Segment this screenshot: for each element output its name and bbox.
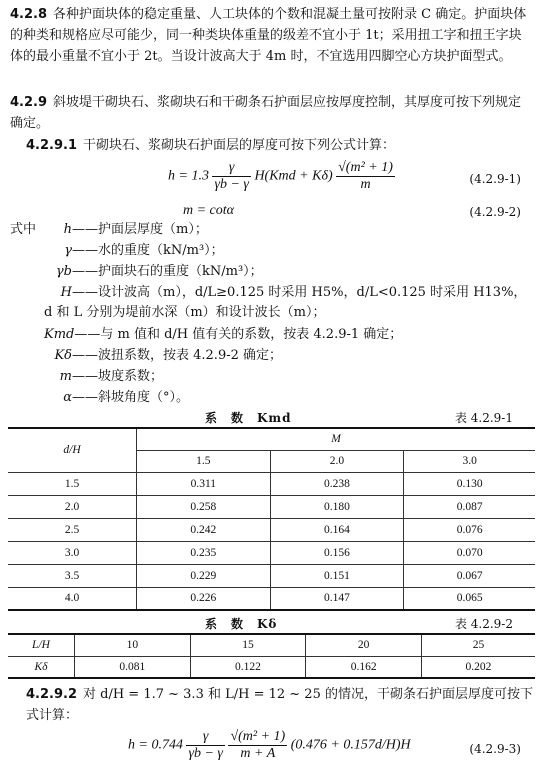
eq1-fraction2 — [336, 160, 395, 193]
table-row — [8, 541, 535, 564]
symbol: H — [60, 285, 72, 300]
section-text: 对 d/H = 1.7 ~ 3.3 和 L/H = 12 ~ 25 的情况，干砌条石护面层厚度可按下式计算： — [26, 687, 533, 723]
symbol-description: ——与 m 值和 d/H 值有关的系数，按表 4.2.9-1 确定； — [74, 327, 403, 342]
table2-row-kdelta — [8, 656, 535, 678]
table1-dh-cell: 3.5 — [8, 564, 137, 587]
symbol-definition — [44, 220, 533, 240]
section-4-2-9-2 — [26, 684, 533, 726]
table2-row-lh — [8, 634, 535, 656]
table2-row1-label: L/H — [8, 634, 75, 656]
table1-column-header: 2.0 — [270, 450, 404, 472]
table1-dh-cell: 3.0 — [8, 541, 137, 564]
table1-value-cell: 0.238 — [270, 472, 404, 495]
symbol: m — [59, 369, 72, 384]
table1-value-cell: 0.147 — [270, 587, 404, 610]
eq1-denominator2: m — [360, 177, 371, 192]
table1-col-group: M — [137, 428, 536, 450]
eq3-fraction2 — [228, 729, 287, 762]
table1-value-cell: 0.087 — [404, 495, 535, 518]
section-4-2-9-1 — [26, 135, 533, 156]
symbol-description: ——护面层厚度（m）； — [72, 222, 208, 237]
table1-value-cell: 0.156 — [270, 541, 404, 564]
table2-number: 表 4.2.9-2 — [454, 617, 513, 631]
table1-value-cell: 0.151 — [270, 564, 404, 587]
table1-value-cell: 0.067 — [404, 564, 535, 587]
equation-number: (4.2.9-1) — [469, 172, 521, 186]
eq3-numerator: γ — [186, 729, 224, 746]
symbol: γb — [55, 264, 72, 279]
table1-column-header: 3.0 — [404, 450, 535, 472]
table-row — [8, 472, 535, 495]
equation-number: (4.2.9-3) — [469, 742, 521, 756]
eq1-denominator: γb − γ — [214, 177, 249, 192]
equation-4-2-9-2: m = cotα — [183, 203, 235, 218]
symbol-definition — [44, 262, 533, 282]
table1-column-header: 1.5 — [137, 450, 271, 472]
symbol: Kmd — [44, 327, 75, 342]
table1-value-cell: 0.229 — [137, 564, 271, 587]
symbol-description: ——波扭系数，按表 4.2.9-2 确定； — [72, 348, 283, 363]
table1-value-cell: 0.164 — [270, 518, 404, 541]
table1-dh-cell: 4.0 — [8, 587, 137, 610]
table1-value-cell: 0.076 — [404, 518, 535, 541]
section-4-2-9 — [10, 92, 533, 134]
table1-dh-cell: 2.5 — [8, 518, 137, 541]
table2-kdelta-cell: 0.162 — [306, 656, 422, 678]
table-kdelta — [8, 633, 535, 679]
symbol-definition — [44, 346, 533, 366]
eq3-denominator2: m + A — [240, 746, 276, 761]
eq1-mid: H(Kmd + Kδ) — [254, 168, 333, 184]
table1-number: 表 4.2.9-1 — [454, 411, 513, 425]
table-row — [8, 564, 535, 587]
table1-value-cell: 0.311 — [137, 472, 271, 495]
equation-4-2-9-1 — [168, 160, 395, 193]
table1-title: 系 数 Kmd — [205, 411, 292, 425]
symbol-description: ——设计波高（m），d/L≥0.125 时采用 H5%，d/L<0.125 时采用 H13%，d 和 L 分别为堤前水深（m）和设计波长（m）； — [44, 285, 527, 320]
symbol-definition — [44, 367, 533, 387]
symbol: γ — [64, 243, 72, 258]
table2-kdelta-cell: 0.081 — [75, 656, 191, 678]
table1-value-cell: 0.258 — [137, 495, 271, 518]
where-label: 式中 — [10, 222, 37, 237]
section-number: 4.2.9 — [10, 95, 48, 110]
eq1-lhs: h = 1.3 — [168, 168, 209, 184]
table1-body — [8, 472, 535, 610]
section-number: 4.2.9.2 — [26, 687, 77, 702]
table1-value-cell: 0.070 — [404, 541, 535, 564]
eq3-denominator: γb − γ — [188, 746, 223, 761]
equation-4-2-9-3 — [128, 729, 411, 762]
eq3-lhs: h = 0.744 — [128, 737, 183, 753]
table1-dh-cell: 2.0 — [8, 495, 137, 518]
section-number: 4.2.9.1 — [26, 138, 77, 153]
table2-kdelta-cell: 0.202 — [421, 656, 535, 678]
table-row — [8, 587, 535, 610]
section-4-2-8 — [10, 4, 533, 67]
table-kmd — [8, 427, 535, 611]
table2-lh-cell: 25 — [421, 634, 535, 656]
eq3-fraction — [186, 729, 224, 762]
symbol: h — [63, 222, 72, 237]
symbol-description: ——护面块石的重度（kN/m³）； — [72, 264, 263, 279]
eq3-rhs: (0.476 + 0.157d/H)H — [290, 737, 411, 753]
eq1-fraction — [212, 160, 250, 193]
symbol-definition — [44, 283, 533, 323]
table1-value-cell: 0.235 — [137, 541, 271, 564]
table2-lh-cell: 10 — [75, 634, 191, 656]
table2-kdelta-cell: 0.122 — [190, 656, 306, 678]
section-number: 4.2.8 — [10, 7, 48, 22]
table1-dh-cell: 1.5 — [8, 472, 137, 495]
eq3-numerator2: √(m² + 1) — [230, 729, 286, 744]
table2-lh-cell: 20 — [306, 634, 422, 656]
table2-row2-label: Kδ — [8, 656, 75, 678]
table1-value-cell: 0.130 — [404, 472, 535, 495]
eq1-numerator: γ — [212, 160, 250, 177]
equation-number: (4.2.9-2) — [469, 205, 521, 219]
symbol: α — [63, 390, 72, 405]
table1-value-cell: 0.242 — [137, 518, 271, 541]
table1-value-cell: 0.226 — [137, 587, 271, 610]
symbol: Kδ — [54, 348, 72, 363]
table1-value-cell: 0.180 — [270, 495, 404, 518]
table1-value-cell: 0.065 — [404, 587, 535, 610]
section-text: 干砌块石、浆砌块石护面层的厚度可按下列公式计算： — [83, 138, 396, 153]
symbol-description: ——坡度系数； — [72, 369, 164, 384]
symbol-definition — [44, 325, 533, 345]
eq1-numerator2: √(m² + 1) — [338, 160, 393, 175]
symbol-definition — [44, 388, 533, 408]
table-row — [8, 495, 535, 518]
symbol-description: ——斜坡角度（°）。 — [72, 390, 190, 405]
table1-row-header: d/H — [8, 428, 137, 472]
table2-title: 系 数 Kδ — [205, 617, 278, 631]
table2-lh-cell: 15 — [190, 634, 306, 656]
symbol-description: ——水的重度（kN/m³）； — [72, 243, 224, 258]
symbol-definition — [44, 241, 533, 261]
section-text: 斜坡堤干砌块石、浆砌块石和干砌条石护面层应按厚度控制，其厚度可按下列规定确定。 — [10, 95, 522, 131]
section-text: 各种护面块体的稳定重量、人工块体的个数和混凝土量可按附录 C 确定。护面块体的种类和规格应尽可能少，同一种类块体重量的级差不宜小于 1t；采用扭工字和扭王字块体的最小重量不宜小于 2t。当设计波高大于 4m 时，不宜选用四脚空心方块护面型式。 — [10, 7, 527, 64]
table-row — [8, 518, 535, 541]
